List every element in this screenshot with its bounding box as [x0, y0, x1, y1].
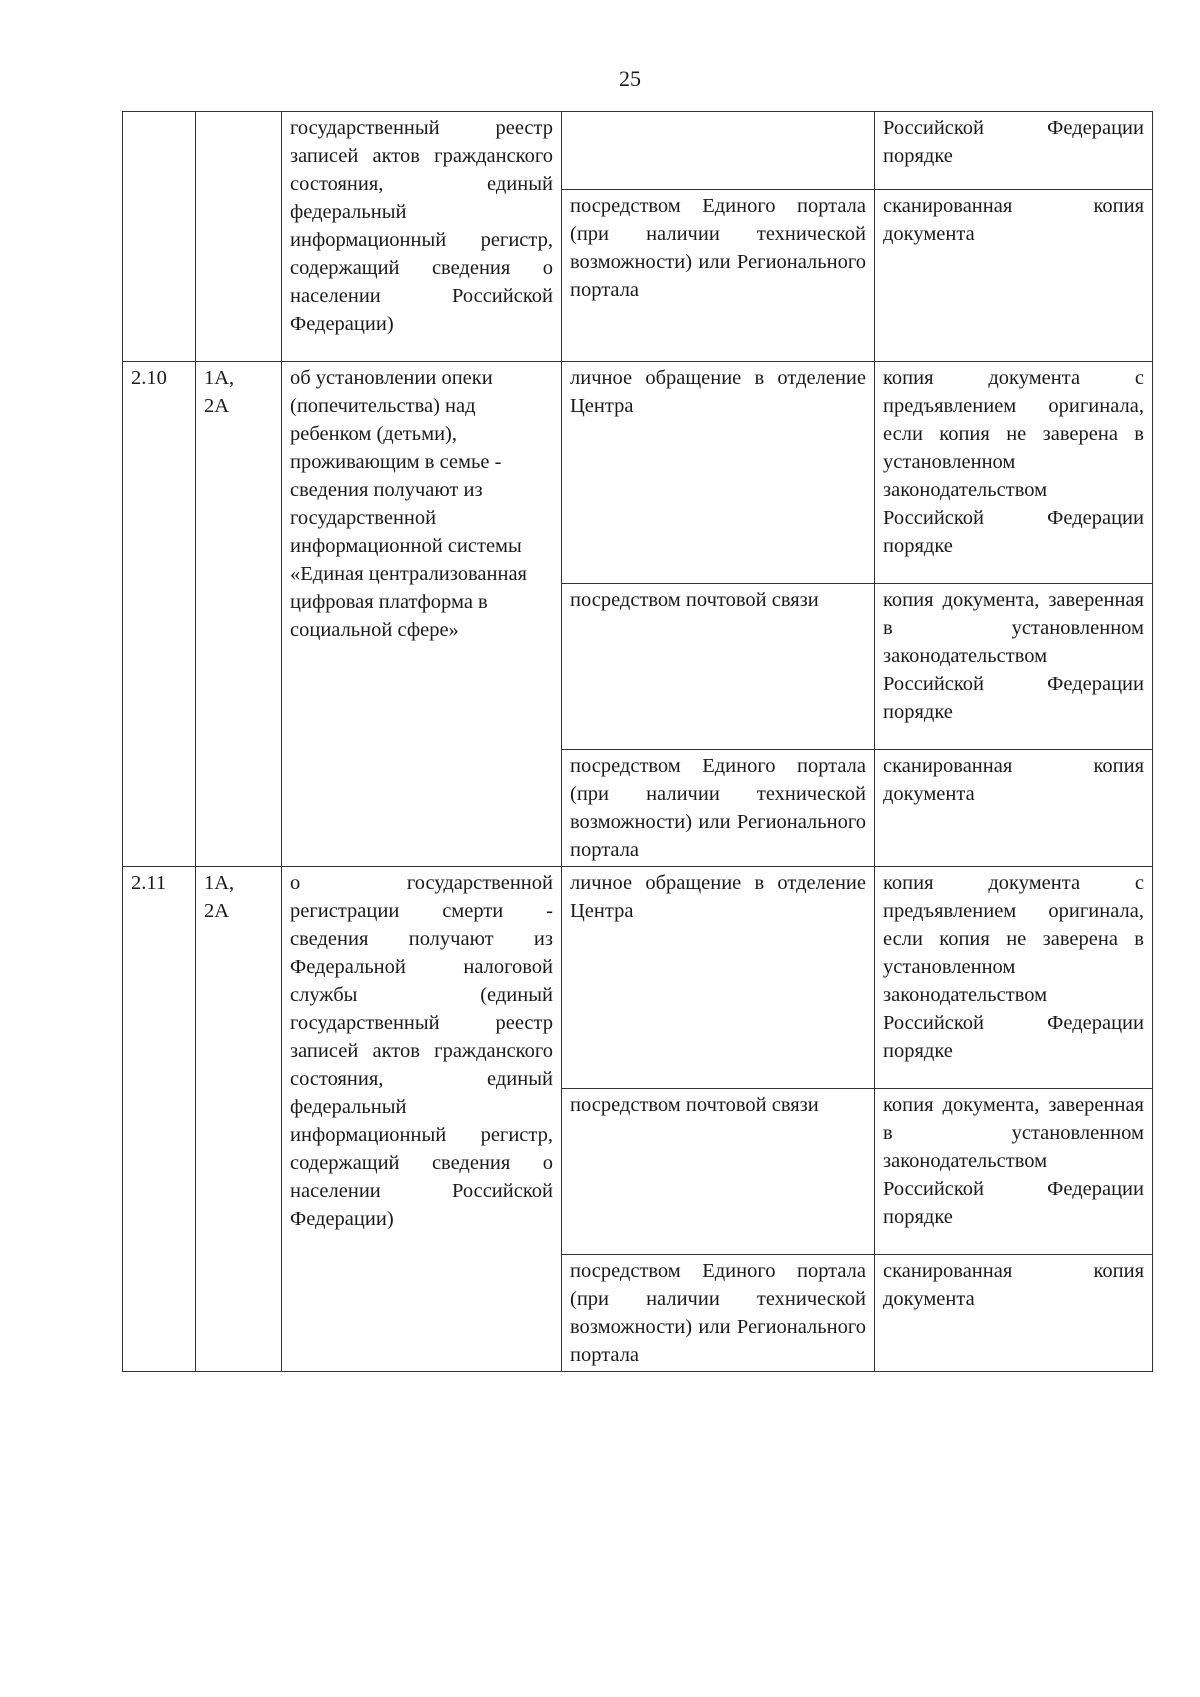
- form-text: сканированная копия документа: [883, 1260, 1144, 1310]
- method-cell: [562, 584, 875, 750]
- form-cell: [875, 584, 1153, 750]
- method-cell: [562, 867, 875, 1089]
- continuation-code-cell: [196, 112, 282, 362]
- entry-codes: 1А, 2А: [204, 367, 235, 417]
- method-text: личное обращение в отделение Центра: [570, 367, 866, 417]
- form-text: копия документа, заверенная в установленном законодательством Российской Федерации порядке: [883, 589, 1144, 723]
- form-cell: [875, 750, 1153, 867]
- form-cell: [875, 1255, 1153, 1372]
- continuation-number-cell: [123, 112, 196, 362]
- method-cell: [562, 362, 875, 584]
- page-number: 25: [619, 66, 641, 91]
- form-text: Российской Федерации порядке: [883, 117, 1144, 167]
- entry-number: 2.11: [131, 872, 167, 894]
- table-row: [123, 362, 1153, 584]
- form-cell: [875, 190, 1153, 362]
- form-text: копия документа с предъявлением оригинала, если копия не заверена в установленном законодательством Российской Федерации порядке: [883, 872, 1144, 1062]
- form-text: копия документа с предъявлением оригинала, если копия не заверена в установленном законодательством Российской Федерации порядке: [883, 367, 1144, 557]
- entry-number-cell: [123, 362, 196, 867]
- entry-description: об установлении опеки (попечительства) над ребенком (детьми), проживающим в семье - сведения получают из государственной информационной системы «Единая централизованная цифровая платформа в социальной сфере»: [290, 367, 527, 641]
- method-text: посредством Единого портала (при наличии технической возможности) или Регионального портала: [570, 755, 866, 861]
- method-text: посредством почтовой связи: [570, 589, 819, 611]
- method-cell: [562, 1255, 875, 1372]
- table-row: [123, 867, 1153, 1089]
- form-cell: [875, 112, 1153, 190]
- method-cell: [562, 190, 875, 362]
- method-text: посредством Единого портала (при наличии технической возможности) или Регионального портала: [570, 1260, 866, 1366]
- form-cell: [875, 1089, 1153, 1255]
- form-cell: [875, 867, 1153, 1089]
- entry-description: о государственной регистрации смерти - сведения получают из Федеральной налоговой службы (единый государственный реестр записей актов гражданского состояния, единый федеральный информационный регистр, содержащий сведения о населении Российской Федерации): [290, 872, 553, 1230]
- form-text: сканированная копия документа: [883, 755, 1144, 805]
- entry-description-cell: [282, 362, 562, 867]
- form-text: копия документа, заверенная в установленном законодательством Российской Федерации порядке: [883, 1094, 1144, 1228]
- form-cell: [875, 362, 1153, 584]
- method-cell: [562, 112, 875, 190]
- entry-code-cell: [196, 867, 282, 1372]
- continuation-description: государственный реестр записей актов гражданского состояния, единый федеральный информационный регистр, содержащий сведения о населении Российской Федерации): [290, 117, 553, 335]
- method-cell: [562, 750, 875, 867]
- entry-code-cell: [196, 362, 282, 867]
- method-text: посредством почтовой связи: [570, 1094, 819, 1116]
- entry-number-cell: [123, 867, 196, 1372]
- method-cell: [562, 1089, 875, 1255]
- method-text: личное обращение в отделение Центра: [570, 872, 866, 922]
- document-table: [122, 111, 1153, 1372]
- entry-description-cell: [282, 867, 562, 1372]
- table-row: [123, 112, 1153, 190]
- entry-codes: 1А, 2А: [204, 872, 235, 922]
- continuation-description-cell: [282, 112, 562, 362]
- form-text: сканированная копия документа: [883, 195, 1144, 245]
- method-text: посредством Единого портала (при наличии технической возможности) или Регионального портала: [570, 195, 866, 301]
- entry-number: 2.10: [131, 367, 167, 389]
